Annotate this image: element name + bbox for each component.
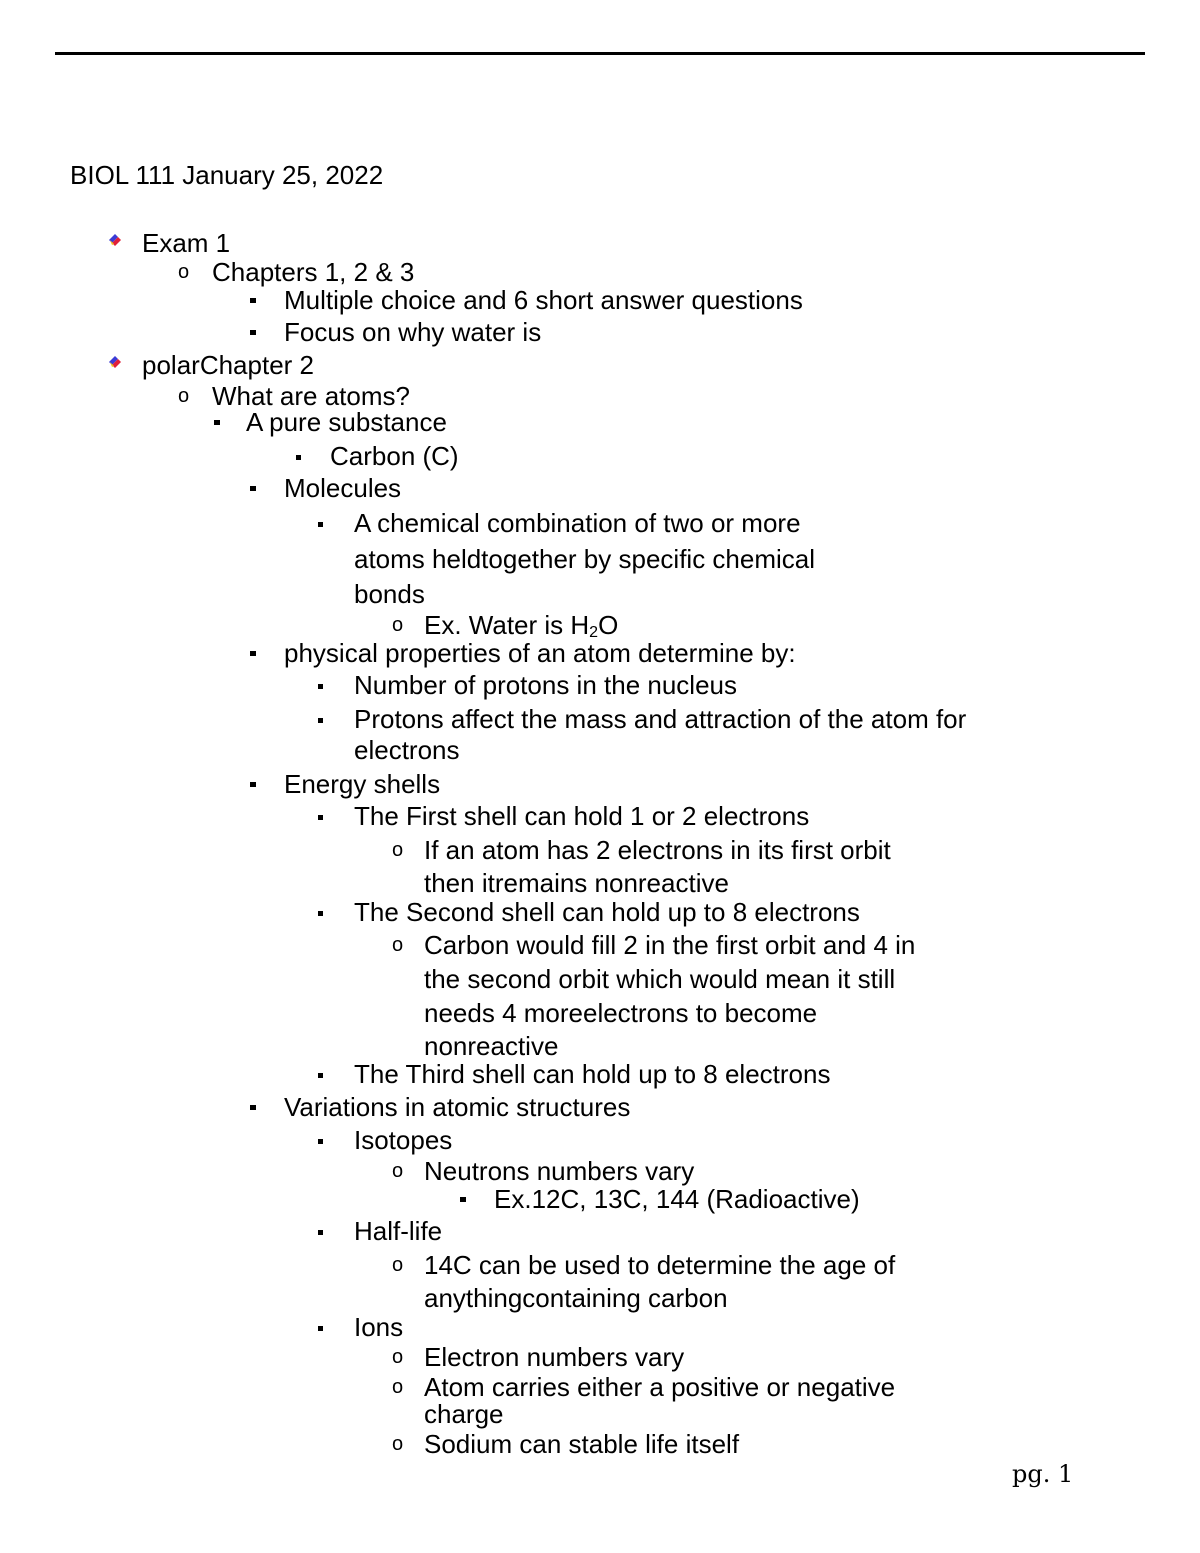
note-line: Electron numbers vary <box>424 1342 685 1372</box>
note-line: atoms heldtogether by specific chemical <box>354 544 816 574</box>
note-line: nonreactive <box>424 1031 559 1061</box>
note-line: A pure substance <box>246 407 447 437</box>
note-line: polarChapter 2 <box>142 350 314 380</box>
note-line: electrons <box>354 735 460 765</box>
note-line: the second orbit which would mean it still <box>424 964 896 994</box>
note-line: The Second shell can hold up to 8 electrons <box>354 897 860 927</box>
o-bullet-icon: o <box>392 839 404 861</box>
page-number: pg. 1 <box>1012 1460 1074 1488</box>
colored-diamond-bullet-icon <box>108 227 122 259</box>
note-line: bonds <box>354 579 425 609</box>
note-line: Protons affect the mass and attraction of the atom for <box>354 704 967 734</box>
note-line: Atom carries either a positive or negative <box>424 1372 896 1402</box>
note-line: Carbon (C) <box>330 441 459 471</box>
note-line: Exam 1 <box>142 228 231 258</box>
note-line: Ex. Water is H2O <box>424 610 619 641</box>
note-line: Energy shells <box>284 769 441 799</box>
note-line: The Third shell can hold up to 8 electrons <box>354 1059 831 1089</box>
o-bullet-icon: o <box>392 1376 404 1398</box>
note-line: Half-life <box>354 1216 443 1246</box>
note-line: Ions <box>354 1312 404 1342</box>
o-bullet-icon: o <box>392 1254 404 1276</box>
note-line: Isotopes <box>354 1125 453 1155</box>
o-bullet-icon: o <box>392 614 404 636</box>
o-bullet-icon: o <box>392 934 404 956</box>
o-bullet-icon: o <box>392 1160 404 1182</box>
note-line: Molecules <box>284 473 402 503</box>
note-line: Variations in atomic structures <box>284 1092 631 1122</box>
page-title: BIOL 111 January 25, 2022 <box>70 160 384 190</box>
note-line: physical properties of an atom determine by: <box>284 638 796 668</box>
note-line: Carbon would fill 2 in the first orbit and 4 in <box>424 930 916 960</box>
note-line: charge <box>424 1399 504 1429</box>
note-line: then itremains nonreactive <box>424 868 729 898</box>
note-line: Chapters 1, 2 & 3 <box>212 257 415 287</box>
note-line: Multiple choice and 6 short answer questions <box>284 285 803 315</box>
note-line: Neutrons numbers vary <box>424 1156 695 1186</box>
note-line: The First shell can hold 1 or 2 electrons <box>354 801 810 831</box>
o-bullet-icon: o <box>178 261 190 283</box>
o-bullet-icon: o <box>392 1433 404 1455</box>
note-line: needs 4 moreelectrons to become <box>424 998 818 1028</box>
note-line: A chemical combination of two or more <box>354 508 801 538</box>
o-bullet-icon: o <box>178 385 190 407</box>
note-line: What are atoms? <box>212 381 410 411</box>
colored-diamond-bullet-icon <box>108 349 122 381</box>
note-line: Focus on why water is <box>284 317 542 347</box>
note-line: Sodium can stable life itself <box>424 1429 740 1459</box>
note-line: 14C can be used to determine the age of <box>424 1250 896 1280</box>
o-bullet-icon: o <box>392 1346 404 1368</box>
subscript: 2 <box>589 624 599 641</box>
note-line: If an atom has 2 electrons in its first orbit <box>424 835 891 865</box>
note-line: anythingcontaining carbon <box>424 1283 728 1313</box>
note-line: Number of protons in the nucleus <box>354 670 737 700</box>
note-line: Ex.12C, 13C, 144 (Radioactive) <box>494 1184 860 1214</box>
